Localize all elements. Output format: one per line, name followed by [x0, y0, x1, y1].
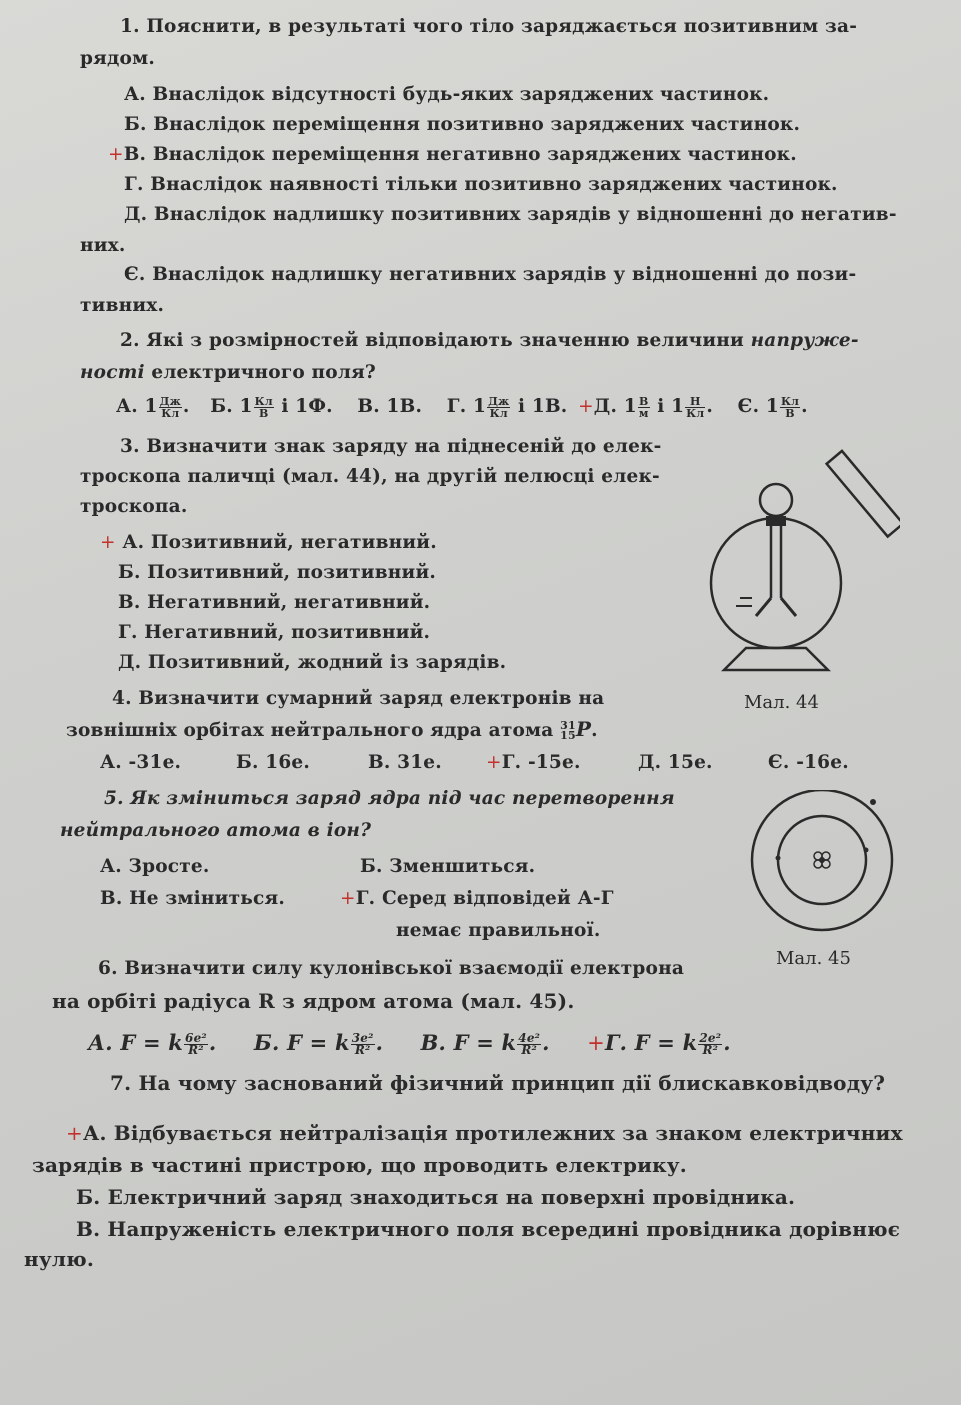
q6-option-a: А. F = k $\frac{\text{6e²}}{\text{R²}}$ .	[88, 1030, 217, 1057]
figure-45-caption: Мал. 45	[776, 948, 851, 969]
q2-option-b: Б. 1 $\frac{Кл}{В}$ і 1Ф.	[210, 394, 333, 420]
q7-option-b: Б. Електричний заряд знаходиться на поверхні провідника.	[76, 1185, 796, 1209]
q7-option-a: +А. Відбувається нейтралізація протилежних за знаком електричних	[66, 1121, 903, 1145]
q4-option-f: Є. -16е.	[768, 752, 849, 773]
q7-option-c: В. Напруженість електричного поля всередині провідника дорівнює	[76, 1217, 901, 1241]
electroscope-leaves	[756, 598, 796, 616]
q5-option-d-cont: немає правильної.	[396, 920, 601, 941]
electron-dot	[864, 848, 869, 853]
q6-text-2: на орбіті радіуса R з ядром атома (мал. 45).	[52, 989, 575, 1013]
electroscope-figure	[700, 448, 900, 688]
q1-text-cont: рядом.	[80, 48, 155, 69]
figure-44-caption: Мал. 44	[744, 692, 819, 713]
q5-text: 5. Як зміниться заряд ядра під час перетворення	[104, 788, 675, 809]
answer-mark: +	[66, 1121, 83, 1145]
q7-text: 7. На чому заснований фізичний принцип дії блискавковідводу?	[110, 1071, 886, 1095]
answer-mark: +	[587, 1031, 605, 1055]
q2-option-e: +Д. 1 $\frac{В}{м}$ і 1 $\frac{Н}{Кл}$ .	[578, 394, 713, 420]
q3-option-d: Г. Негативний, позитивний.	[118, 622, 431, 643]
q1-option-a: А. Внаслідок відсутності будь-яких заряджених частинок.	[124, 84, 770, 105]
atom-figure	[748, 790, 898, 940]
q4-option-a: А. -31е.	[100, 752, 182, 773]
answer-mark: +	[100, 532, 116, 553]
answer-mark: +	[340, 888, 356, 909]
q6-option-d: +Г. F = k $\frac{\text{2e²}}{\text{R²}}$ .	[587, 1030, 731, 1057]
q6-options	[88, 1030, 731, 1056]
q2-option-c: В. 1В.	[357, 396, 423, 417]
q3-option-a: + А. Позитивний, негативний.	[100, 532, 437, 553]
q7-option-c-cont: нулю.	[24, 1247, 95, 1271]
q3-text-3: троскопа.	[80, 496, 188, 517]
q5-option-d: +Г. Серед відповідей А-Г	[340, 888, 614, 909]
electron-dot	[870, 799, 876, 805]
q1-option-f-cont: тивних.	[80, 295, 165, 316]
q6-text: 6. Визначити силу кулонівської взаємодії електрона	[98, 958, 685, 979]
q4-text: 4. Визначити сумарний заряд електронів на	[112, 688, 605, 709]
electroscope-stand	[724, 648, 828, 670]
q4-option-d: +Г. -15е.	[486, 752, 581, 773]
q1-option-b: Б. Внаслідок переміщення позитивно заряджених частинок.	[124, 114, 801, 135]
q1-option-d: Г. Внаслідок наявності тільки позитивно заряджених частинок.	[124, 174, 838, 195]
q4-option-e: Д. 15е.	[638, 752, 713, 773]
q3-option-e: Д. Позитивний, жодний із зарядів.	[118, 652, 507, 673]
nucleus	[814, 852, 830, 868]
q6-option-b: Б. F = k $\frac{\text{3e²}}{\text{R²}}$ .	[253, 1030, 384, 1057]
q5-option-c: В. Не зміниться.	[100, 888, 285, 909]
q3-text: 3. Визначити знак заряду на піднесеній до елек-	[120, 436, 662, 457]
q2-option-a: А. 1 $\frac{Дж}{Кл}$ .	[116, 394, 190, 420]
q2-text: 2. Які з розмірностей відповідають значенню величини напруже-	[120, 330, 859, 351]
q1-option-c: +В. Внаслідок переміщення негативно заряджених частинок.	[108, 144, 797, 165]
q1-option-e: Д. Внаслідок надлишку позитивних зарядів у відношенні до негатив-	[124, 204, 897, 225]
q2-option-d: Г. 1 $\frac{Дж}{Кл}$ і 1В.	[446, 394, 568, 420]
q6-option-c: В. F = k $\frac{\text{4e²}}{\text{R²}}$ .	[420, 1030, 550, 1057]
electron-dot	[776, 856, 781, 861]
q4-option-b: Б. 16е.	[236, 752, 311, 773]
q4-text-2: зовнішніх орбітах нейтрального ядра атома 31 15 P.	[66, 717, 598, 742]
q3-option-c: В. Негативний, негативний.	[118, 592, 431, 613]
answer-mark: +	[578, 396, 594, 417]
q1-option-f: Є. Внаслідок надлишку негативних зарядів у відношенні до пози-	[124, 264, 857, 285]
q1-text: 1. Пояснити, в результаті чого тіло заряджається позитивним за-	[120, 16, 858, 37]
charged-rod	[827, 451, 900, 537]
q4-option-c: В. 31е.	[368, 752, 442, 773]
electroscope-ball	[760, 484, 792, 516]
q5-option-b: Б. Зменшиться.	[360, 856, 536, 877]
q2-options	[116, 394, 808, 420]
answer-mark: +	[486, 752, 502, 773]
q7-option-a-cont: зарядів в частині пристрою, що проводить електрику.	[32, 1153, 687, 1177]
q3-text-2: троскопа паличці (мал. 44), на другій пелюсці елек-	[80, 466, 660, 487]
q3-option-b: Б. Позитивний, позитивний.	[118, 562, 437, 583]
electroscope-body	[711, 518, 841, 648]
q5-option-a: А. Зросте.	[100, 856, 210, 877]
q5-text-2: нейтрального атома в іон?	[60, 820, 372, 841]
q2-text-cont: ності електричного поля?	[80, 362, 376, 383]
q1-option-e-cont: них.	[80, 235, 126, 256]
answer-mark: +	[108, 144, 124, 165]
q2-option-f: Є. 1 $\frac{Кл}{В}$ .	[737, 394, 808, 420]
